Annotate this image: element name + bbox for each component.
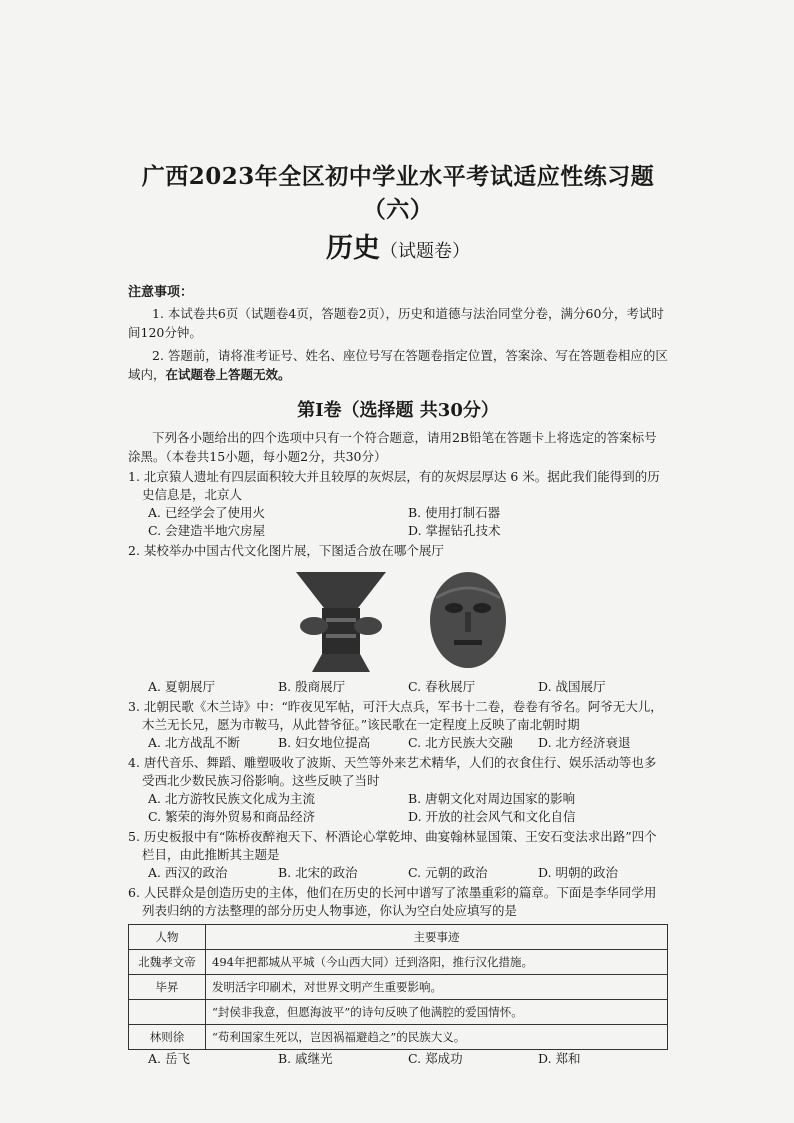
option-b: B. 北宋的政治 — [278, 865, 358, 880]
option-d: D. 北方经济衰退 — [538, 735, 631, 750]
table-cell-person: 毕昇 — [129, 975, 206, 1000]
options — [128, 734, 668, 752]
question-3 — [128, 698, 668, 752]
table-row — [129, 950, 668, 975]
exam-page — [128, 158, 668, 1068]
option-a: A. 已经学会了使用火 — [148, 505, 265, 520]
table-cell-deeds: “苟利国家生死以，岂因祸福避趋之”的民族大义。 — [206, 1025, 668, 1050]
options — [128, 864, 668, 882]
question-4 — [128, 754, 668, 826]
notice-heading: 注意事项： — [128, 285, 194, 300]
question-stem: 1. 北京猿人遗址有四层面积较大并且较厚的灰烬层，有的灰烬层厚达 6 米。据此我们能得到的历史信息是，北京人 — [128, 469, 660, 502]
table-header-person: 人物 — [129, 925, 206, 950]
bronze-mask-image — [426, 568, 510, 674]
options — [128, 1050, 668, 1068]
option-c: C. 会建造半地穴房屋 — [148, 523, 266, 538]
question-2 — [128, 542, 668, 696]
table-cell-deeds: “封侯非我意，但愿海波平”的诗句反映了他满腔的爱国情怀。 — [206, 1000, 668, 1025]
table-cell-person: 北魏孝文帝 — [129, 950, 206, 975]
notice-item-2-bold: 在试题卷上答题无效。 — [165, 367, 291, 382]
question-6 — [128, 884, 668, 1068]
option-b: B. 戚继光 — [278, 1051, 333, 1066]
table-cell-person-blank — [129, 1000, 206, 1025]
notice-item-1: 1. 本试卷共6页（试题卷4页，答题卷2页），历史和道德与法治同堂分卷，满分60分，考试时间120分钟。 — [128, 306, 664, 340]
option-c: C. 元朝的政治 — [408, 865, 488, 880]
table-header-deeds: 主要事迹 — [206, 925, 668, 950]
option-c: C. 北方民族大交融 — [408, 735, 513, 750]
question-stem: 4. 唐代音乐、舞蹈、雕塑吸收了波斯、天竺等外来艺术精华，人们的衣食住行、娱乐活动等也多受西北少数民族习俗影响。这些反映了当时 — [128, 755, 657, 788]
option-a: A. 北方战乱不断 — [148, 735, 240, 750]
option-a: A. 北方游牧民族文化成为主流 — [148, 791, 315, 806]
option-d: D. 战国展厅 — [538, 679, 606, 694]
option-d: D. 开放的社会风气和文化自信 — [408, 809, 576, 824]
option-c: C. 春秋展厅 — [408, 679, 476, 694]
table-header-row — [129, 925, 668, 950]
option-b: B. 殷商展厅 — [278, 679, 346, 694]
section-instruction: 下列各小题给出的四个选项中只有一个符合题意，请用2B铅笔在答题卡上将选定的答案标号涂黑。（本卷共15小题，每小题2分，共30分） — [128, 430, 657, 464]
question-1 — [128, 468, 668, 540]
options — [128, 790, 668, 826]
question-5 — [128, 828, 668, 882]
figures-table — [128, 924, 668, 1050]
table-row — [129, 975, 668, 1000]
option-c: C. 繁荣的海外贸易和商品经济 — [148, 809, 316, 824]
option-d: D. 掌握钻孔技术 — [408, 523, 501, 538]
table-cell-deeds: 494年把都城从平城（今山西大同）迁到洛阳，推行汉化措施。 — [206, 950, 668, 975]
notice-block — [128, 281, 668, 384]
table-row — [129, 1000, 668, 1025]
option-a: A. 西汉的政治 — [148, 865, 228, 880]
option-c: C. 郑成功 — [408, 1051, 463, 1066]
question-stem: 3. 北朝民歌《木兰诗》中：“昨夜见军帖，可汗大点兵，军书十二卷，卷卷有爷名。阿爷无大儿，木兰无长兄，愿为市鞍马，从此替爷征。”该民歌在一定程度上反映了南北朝时期 — [128, 699, 663, 732]
question-stem: 6. 人民群众是创造历史的主体，他们在历史的长河中谱写了浓墨重彩的篇章。下面是李华同学用列表归纳的方法整理的部分历史人物事迹，你认为空白处应填写的是 — [128, 885, 657, 918]
question-stem: 5. 历史板报中有“陈桥夜醉袍天下、杯酒论心掌乾坤、曲宴翰林显国策、王安石变法求出路”四个栏目，由此推断其主题是 — [128, 829, 657, 862]
subject-name: 历史 — [326, 233, 380, 264]
option-b: B. 唐朝文化对周边国家的影响 — [408, 791, 576, 806]
table-cell-deeds: 发明活字印刷术，对世界文明产生重要影响。 — [206, 975, 668, 1000]
option-b: B. 妇女地位提高 — [278, 735, 371, 750]
option-d: D. 郑和 — [538, 1051, 581, 1066]
option-d: D. 明朝的政治 — [538, 865, 619, 880]
option-a: A. 岳飞 — [148, 1051, 190, 1066]
table-row — [129, 1025, 668, 1050]
question-stem: 2. 某校举办中国古代文化图片展，下图适合放在哪个展厅 — [128, 543, 444, 558]
options — [128, 504, 668, 540]
option-a: A. 夏朝展厅 — [148, 679, 215, 694]
options — [128, 678, 668, 696]
section-heading: 第Ⅰ卷（选择题 共30分） — [297, 400, 499, 421]
notice-item-2 — [128, 346, 668, 384]
notice-item-2-text: 2. 答题前，请将准考证号、姓名、座位号写在答题卷指定位置，答案涂、写在答题卷相应的区域内， — [128, 348, 668, 382]
exam-title: 广西2023年全区初中学业水平考试适应性练习题（六） — [141, 163, 655, 223]
paper-type: （试题卷） — [380, 241, 470, 262]
artifact-images — [128, 566, 668, 676]
subject-line — [128, 226, 668, 265]
bronze-zun-image — [286, 568, 396, 674]
option-b: B. 使用打制石器 — [408, 505, 501, 520]
table-cell-person: 林则徐 — [129, 1025, 206, 1050]
